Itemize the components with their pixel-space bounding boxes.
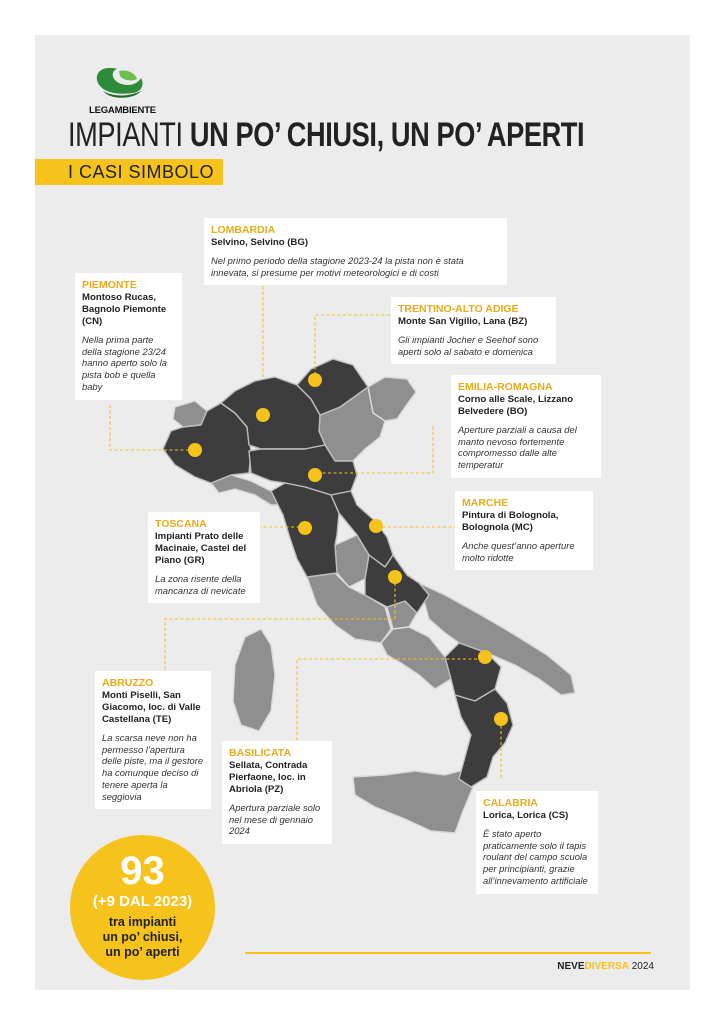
case-description: La scarsa neve non ha permesso l’apertura delle piste, ma il gestore ha comunque deciso di tenere aperta la seggiovia — [102, 732, 204, 802]
case-place: Pintura di Bolognola, Bolognola (MC) — [462, 510, 559, 533]
case-description: Nel primo periodo della stagione 2023-24 la pista non è stata innevata, si presume per motivi meteorologici e di costi — [211, 255, 464, 278]
case-region: ABRUZZO — [102, 677, 154, 689]
case-region: EMILIA-ROMAGNA — [458, 381, 553, 393]
infographic-page — [35, 35, 690, 990]
case-region: TRENTINO-ALTO ADIGE — [398, 303, 519, 315]
case-place: Sellata, Contrada Pierfaone, loc. in Abriola (PZ) — [229, 760, 308, 795]
case-card-abruzzo — [95, 671, 211, 809]
dot-toscana — [298, 521, 312, 535]
dot-marche — [369, 519, 383, 533]
case-region: LOMBARDIA — [211, 224, 276, 236]
footer-neve: NEVE — [557, 961, 585, 972]
region-campania — [381, 627, 451, 689]
case-region: CALABRIA — [483, 797, 538, 809]
stat-badge — [70, 835, 215, 980]
footer-line — [245, 952, 651, 954]
dot-emilia — [308, 468, 322, 482]
stat-number: 93 — [120, 849, 165, 893]
case-description: Nella prima parte della stagione 23/24 hanno aperto solo la pista bob e quella baby — [82, 334, 167, 392]
case-region: BASILICATA — [229, 747, 292, 759]
case-region: MARCHE — [462, 497, 509, 509]
case-card-calabria — [476, 791, 598, 894]
case-description: Anche quest’anno aperture molto ridotte — [462, 540, 575, 563]
region-sicilia — [353, 769, 473, 833]
case-place: Monte San Vigilio, Lana (BZ) — [398, 316, 528, 327]
case-place: Monti Piselli, San Giacomo, loc. di Valle Castellana (TE) — [102, 690, 201, 725]
dot-lombardia — [256, 408, 270, 422]
case-card-lombardia — [204, 218, 507, 285]
logo-wordmark: LEGAMBIENTE — [89, 105, 156, 116]
case-description: Aperture parziali a causa del manto nevoso fortemente compromesso dalle alte temperatur — [458, 424, 577, 471]
stat-text: tra impianti un po’ chiusi, un po’ aperti — [102, 915, 183, 959]
title-bold: UN PO’ CHIUSI, UN PO’ APERTI — [189, 116, 585, 154]
footer-year: 2024 — [628, 961, 654, 972]
case-place: Selvino, Selvino (BG) — [211, 237, 309, 248]
stat-delta: (+9 DAL 2023) — [92, 893, 193, 910]
dot-piemonte — [188, 443, 202, 457]
case-description: È stato aperto praticamente solo il tapis roulant del campo scuola per principianti, grazie all’innevamento artificiale — [483, 828, 588, 886]
case-description: La zona risente della mancanza di nevicate — [155, 573, 246, 596]
region-calabria — [455, 689, 513, 787]
dot-calabria — [494, 712, 508, 726]
dot-abruzzo — [388, 570, 402, 584]
case-description: Gli impianti Jocher e Seehof sono aperti solo al sabato e domenica — [398, 334, 539, 357]
page-subtitle: I CASI SIMBOLO — [68, 162, 215, 182]
case-place: Lorica, Lorica (CS) — [483, 810, 569, 821]
title-light: IMPIANTI — [68, 116, 183, 154]
case-card-marche — [455, 491, 593, 570]
case-card-trentino — [391, 297, 556, 364]
case-card-basilicata — [222, 741, 332, 844]
dot-trentino — [308, 373, 322, 387]
case-card-emilia-romagna — [451, 375, 601, 478]
case-place: Montoso Rucas, Bagnolo Piemonte (CN) — [82, 292, 167, 327]
case-region: PIEMONTE — [82, 279, 137, 291]
case-card-toscana — [148, 512, 260, 603]
footer-diversa: DIVERSA — [584, 961, 629, 972]
case-card-piemonte — [75, 273, 182, 400]
region-sardegna — [233, 629, 275, 731]
case-region: TOSCANA — [155, 518, 207, 530]
footer-brand — [557, 961, 654, 972]
case-description: Apertura parziale solo nel mese di gennaio 2024 — [229, 802, 321, 837]
case-place: Corno alle Scale, Lizzano Belvedere (BO) — [458, 394, 574, 417]
dot-basilicata — [478, 650, 492, 664]
case-place: Impianti Prato delle Macinaie, Castel del Piano (GR) — [155, 531, 247, 566]
